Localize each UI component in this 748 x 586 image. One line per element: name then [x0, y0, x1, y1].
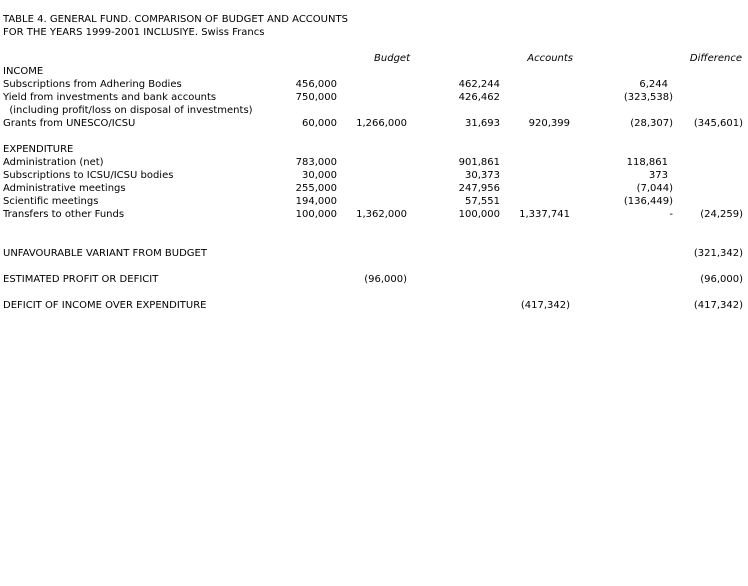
row-label: Scientific meetings [3, 196, 99, 207]
cell-c1: 783,000 [295, 157, 337, 168]
cell-c6: (345,601) [693, 118, 743, 129]
difference-header: Difference [689, 53, 742, 64]
row-label: INCOME [3, 66, 44, 77]
row-label: DEFICIT OF INCOME OVER EXPENDITURE [3, 300, 207, 311]
row-label: Administrative meetings [3, 183, 126, 194]
row-label: (including profit/loss on disposal of investments) [3, 105, 253, 116]
cell-c2: (96,000) [364, 274, 407, 285]
cell-c3: 901,861 [458, 157, 500, 168]
row-label: EXPENDITURE [3, 144, 74, 155]
table-title-line-2: FOR THE YEARS 1999-2001 INCLUSIYE. Swiss Francs [3, 27, 265, 38]
row-label: Subscriptions to ICSU/ICSU bodies [3, 170, 174, 181]
cell-c4: (417,342) [520, 300, 570, 311]
cell-c3: 247,956 [458, 183, 500, 194]
row-label: Yield from investments and bank accounts [3, 92, 217, 103]
cell-c3: 426,462 [458, 92, 500, 103]
table-title-line-1: TABLE 4. GENERAL FUND. COMPARISON OF BUDGET AND ACCOUNTS [3, 14, 348, 25]
budget-header: Budget [374, 53, 410, 64]
cell-c4: 920,399 [528, 118, 570, 129]
cell-c5: (323,538) [623, 92, 673, 103]
cell-c3: 57,551 [465, 196, 500, 207]
cell-c1: 750,000 [295, 92, 337, 103]
cell-c5: (136,449) [623, 196, 673, 207]
cell-c5: 373 [648, 170, 668, 181]
cell-c6: (321,342) [693, 248, 743, 259]
cell-c5: 118,861 [626, 157, 668, 168]
cell-c4: 1,337,741 [519, 209, 570, 220]
cell-c6: (96,000) [700, 274, 743, 285]
cell-c1: 30,000 [302, 170, 337, 181]
cell-c3: 31,693 [465, 118, 500, 129]
row-label: Grants from UNESCO/ICSU [3, 118, 136, 129]
cell-c5: - [669, 209, 673, 220]
cell-c6: (24,259) [700, 209, 743, 220]
cell-c3: 462,244 [458, 79, 500, 90]
accounts-header: Accounts [527, 53, 573, 64]
cell-c1: 194,000 [295, 196, 337, 207]
row-label: Transfers to other Funds [3, 209, 125, 220]
row-label: Administration (net) [3, 157, 104, 168]
cell-c1: 100,000 [295, 209, 337, 220]
cell-c2: 1,362,000 [356, 209, 407, 220]
cell-c6: (417,342) [693, 300, 743, 311]
cell-c3: 30,373 [465, 170, 500, 181]
cell-c5: (7,044) [636, 183, 673, 194]
cell-c1: 255,000 [295, 183, 337, 194]
row-label: ESTIMATED PROFIT OR DEFICIT [3, 274, 159, 285]
cell-c5: (28,307) [630, 118, 673, 129]
cell-c5: 6,244 [639, 79, 668, 90]
cell-c3: 100,000 [458, 209, 500, 220]
cell-c1: 456,000 [295, 79, 337, 90]
cell-c1: 60,000 [302, 118, 337, 129]
row-label: Subscriptions from Adhering Bodies [3, 79, 182, 90]
row-label: UNFAVOURABLE VARIANT FROM BUDGET [3, 248, 207, 259]
cell-c2: 1,266,000 [356, 118, 407, 129]
